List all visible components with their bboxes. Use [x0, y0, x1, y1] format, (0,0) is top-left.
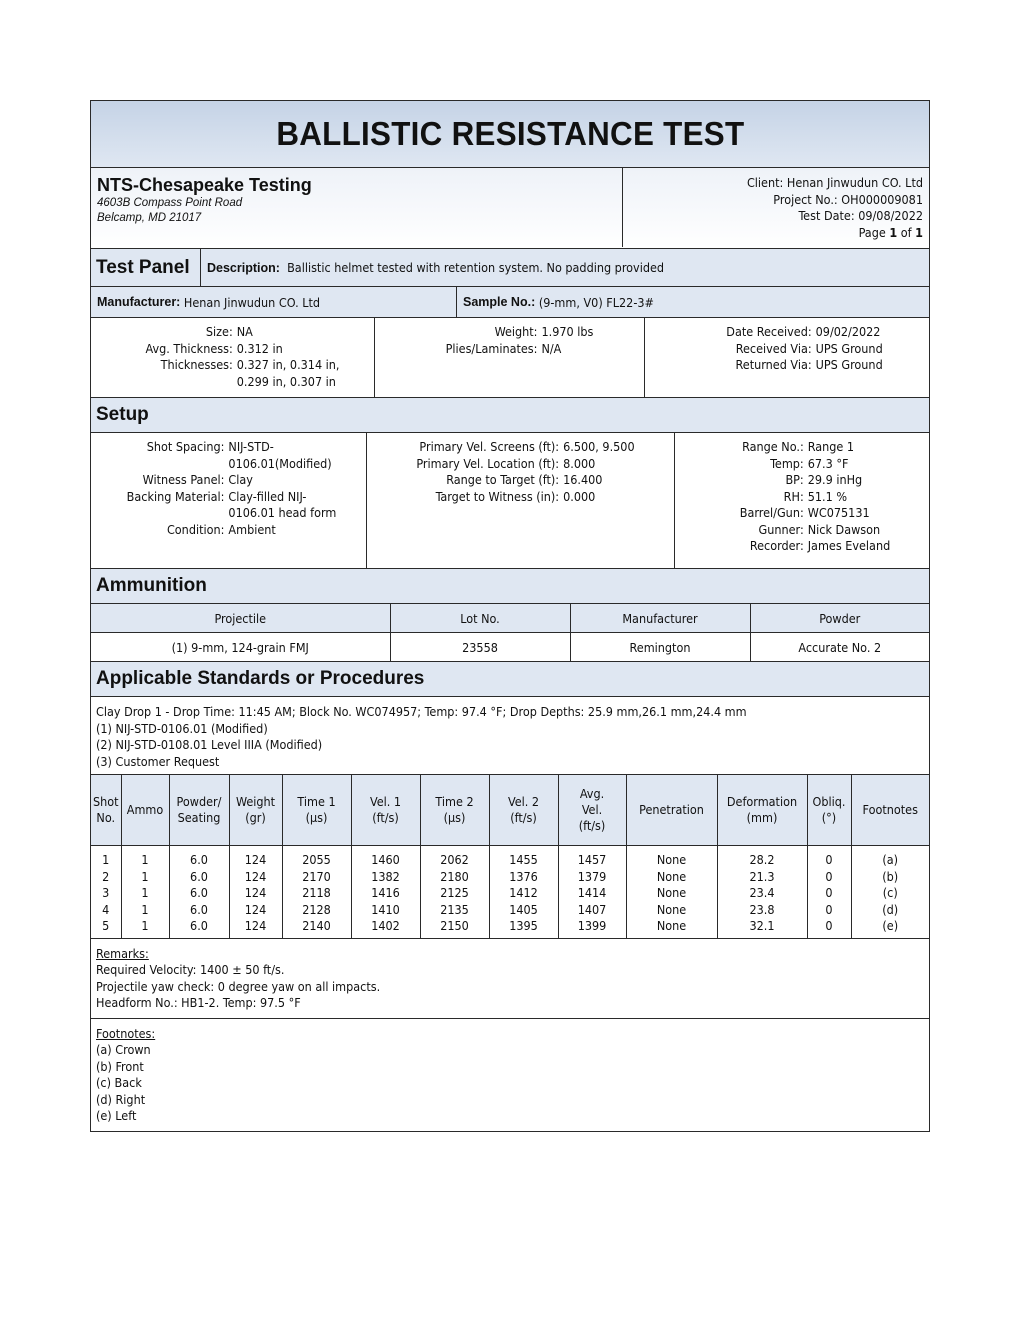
shot-spacing-value-1: NIJ-STD- — [228, 439, 274, 454]
panel-receipt — [645, 318, 929, 397]
shots-header-text: (ft/s) — [578, 818, 606, 833]
shot-cell: 1407 — [558, 902, 626, 919]
sample-label: Sample No.: — [463, 295, 536, 309]
shot-cell: 124 — [229, 918, 282, 935]
shot-cell: 1 — [121, 902, 169, 919]
page-total: 1 — [915, 224, 923, 240]
shot-cell: (a) — [882, 852, 899, 867]
shot-cell: 5 — [91, 918, 121, 935]
panel-weight — [375, 318, 645, 397]
shot-cell: None — [626, 885, 717, 902]
ammunition-section — [91, 604, 929, 662]
ammunition-table — [91, 604, 929, 661]
shot-cell: 1 — [121, 846, 169, 869]
bp-value: 29.9 inHg — [807, 472, 863, 487]
thicknesses-label: Thicknesses: — [160, 357, 233, 372]
standards-heading: Applicable Standards or Procedures — [91, 662, 929, 697]
lab-info — [91, 168, 623, 247]
test-date-line — [629, 208, 923, 225]
primary-screens-label: Primary Vel. Screens (ft): — [419, 439, 560, 454]
returned-via-label: Returned Via: — [735, 357, 812, 372]
spacer-cell — [282, 935, 351, 938]
shots-spacer-row — [91, 935, 929, 938]
spacer-cell — [717, 935, 807, 938]
target-to-witness-value: 0.000 — [563, 488, 596, 504]
test-panel-title: Test Panel — [91, 249, 201, 286]
shot-cell: 2140 — [282, 918, 351, 935]
shot-cell: 0 — [807, 846, 851, 869]
shots-header-text: Deformation — [726, 794, 798, 809]
received-via-label: Received Via: — [735, 340, 812, 356]
test-panel-row — [91, 249, 929, 287]
description-label: Description: — [207, 260, 280, 275]
shots-header-cell — [558, 775, 626, 846]
client-info — [623, 168, 929, 248]
backing-value-2: 0106.01 head form — [228, 505, 337, 520]
temp-label: Temp: — [770, 455, 804, 471]
shot-cell: 124 — [229, 846, 282, 869]
spacer-cell — [807, 935, 851, 938]
shot-row — [91, 902, 929, 919]
shots-header-cell — [121, 775, 169, 846]
shot-cell: 0 — [807, 869, 851, 886]
project-label: Project No.: — [773, 191, 838, 207]
spacer-cell — [91, 935, 121, 938]
shot-cell: 23.4 — [717, 885, 807, 902]
header-block — [91, 168, 929, 249]
setup-row — [91, 433, 929, 569]
sample-cell — [457, 287, 929, 317]
setup-heading: Setup — [91, 398, 929, 433]
test-panel-description — [201, 249, 929, 286]
shot-cell: 2180 — [420, 869, 489, 886]
panel-details-row — [91, 318, 929, 398]
shot-cell: 2125 — [420, 885, 489, 902]
shots-header-cell — [717, 775, 807, 846]
spacer-cell — [229, 935, 282, 938]
shot-cell: 124 — [229, 885, 282, 902]
shots-header-cell — [229, 775, 282, 846]
witness-panel-label: Witness Panel: — [142, 472, 225, 487]
gunner-label: Gunner: — [758, 521, 804, 537]
shot-cell: 124 — [229, 869, 282, 886]
shots-header-cell — [489, 775, 558, 846]
lab-address-line2: Belcamp, MD 21017 — [97, 212, 202, 224]
bp-label: BP: — [785, 472, 804, 487]
spacer-cell — [420, 935, 489, 938]
shot-cell: 1410 — [351, 902, 420, 919]
shots-header-text: Powder/ — [176, 794, 222, 809]
spacer-cell — [351, 935, 420, 938]
ammo-powder: Accurate No. 2 — [798, 639, 882, 655]
footnote-line: (a) Crown — [96, 1042, 151, 1058]
shot-cell: 23.8 — [717, 902, 807, 919]
shot-row — [91, 885, 929, 902]
shot-cell: 6.0 — [169, 902, 229, 919]
client-value: Henan Jinwudun CO. Ltd — [786, 175, 923, 190]
manufacturer-row — [91, 287, 929, 318]
shots-header-text: Ammo — [126, 802, 164, 817]
spacer-cell — [626, 935, 717, 938]
shots-header-text: Weight — [235, 794, 276, 809]
shots-table — [91, 774, 929, 938]
shot-cell: 0 — [807, 885, 851, 902]
shot-row — [91, 869, 929, 886]
report-sheet — [90, 100, 930, 1132]
barrel-label: Barrel/Gun: — [739, 505, 804, 520]
shot-cell: 2170 — [282, 869, 351, 886]
shots-header-cell — [420, 775, 489, 846]
shot-cell: (e) — [882, 918, 899, 934]
shots-header-text: Time 2 — [435, 794, 474, 809]
spacer-cell — [558, 935, 626, 938]
plies-value: N/A — [541, 340, 562, 356]
shot-cell: 1 — [91, 846, 121, 869]
shot-cell: 1395 — [489, 918, 558, 935]
shots-header-cell — [626, 775, 717, 846]
shot-cell: 6.0 — [169, 885, 229, 902]
shots-header-text: (mm) — [746, 810, 778, 825]
ammo-header-lot: Lot No. — [390, 604, 570, 633]
shot-spacing-value-2: 0106.01(Modified) — [228, 455, 332, 471]
rh-label: RH: — [783, 488, 804, 504]
remarks-section — [91, 939, 929, 1019]
test-date-label: Test Date: — [798, 208, 855, 223]
shots-section — [91, 774, 929, 939]
witness-panel-value: Clay — [228, 472, 253, 487]
shot-cell: 1 — [121, 885, 169, 902]
shot-cell: 1 — [121, 918, 169, 935]
weight-value: 1.970 lbs — [541, 324, 594, 339]
setup-col-2 — [367, 433, 675, 568]
shots-header-text: Avg. — [579, 786, 605, 801]
shots-header-row — [91, 775, 929, 846]
target-to-witness-label: Target to Witness (in): — [435, 488, 560, 504]
range-to-target-label: Range to Target (ft): — [446, 472, 560, 487]
shot-cell: 1379 — [558, 869, 626, 886]
ammo-header-powder: Powder — [750, 604, 929, 633]
spacer-cell — [121, 935, 169, 938]
footnotes-title: Footnotes: — [96, 1025, 156, 1041]
shots-header-cell — [807, 775, 851, 846]
shot-spacing-label: Shot Spacing: — [146, 439, 225, 454]
shot-cell: None — [626, 918, 717, 935]
rh-value: 51.1 % — [807, 488, 848, 504]
shot-cell: (c) — [882, 885, 898, 901]
shot-cell: None — [626, 902, 717, 919]
spacer-cell — [169, 935, 229, 938]
ammunition-heading: Ammunition — [91, 569, 929, 604]
manufacturer-value: Henan Jinwudun CO. Ltd — [183, 294, 321, 310]
shot-cell: (b) — [882, 868, 899, 884]
shots-header-text: (°) — [821, 810, 837, 825]
shot-cell: 1457 — [558, 846, 626, 869]
backing-value-1: Clay-filled NIJ- — [228, 488, 307, 504]
shots-header-text: Footnotes — [862, 802, 918, 817]
setup-col-3 — [675, 433, 929, 568]
shot-cell: 2128 — [282, 902, 351, 919]
received-via-value: UPS Ground — [815, 340, 883, 356]
shot-cell: 2118 — [282, 885, 351, 902]
avg-thickness-value: 0.312 in — [236, 340, 283, 356]
page-of: of — [900, 224, 912, 240]
page-current: 1 — [889, 224, 898, 240]
spacer-cell — [851, 935, 929, 938]
thicknesses-value-2: 0.299 in, 0.307 in — [236, 373, 336, 389]
standards-line: (1) NIJ-STD-0106.01 (Modified) — [96, 720, 268, 736]
shot-cell: 2 — [91, 869, 121, 886]
standards-line: Clay Drop 1 - Drop Time: 11:45 AM; Block No. WC074957; Temp: 97.4 °F; Drop Depths: 25.9 mm,26.1 mm,24.4 mm — [96, 704, 747, 719]
shot-cell: 1412 — [489, 885, 558, 902]
barrel-value: WC075131 — [807, 505, 870, 520]
shot-cell: None — [626, 846, 717, 869]
ammunition-row — [91, 633, 929, 662]
manufacturer-cell — [91, 287, 457, 317]
range-no-value: Range 1 — [807, 439, 855, 454]
remark-line: Projectile yaw check: 0 degree yaw on all impacts. — [96, 978, 381, 994]
primary-screens-value: 6.500, 9.500 — [563, 439, 635, 454]
lab-name: NTS-Chesapeake Testing — [97, 175, 312, 195]
ammo-lot: 23558 — [390, 633, 570, 662]
title-banner — [91, 101, 929, 168]
size-label: Size: — [205, 324, 233, 339]
shot-cell: 3 — [91, 885, 121, 902]
shot-cell: 2062 — [420, 846, 489, 869]
shot-cell: 2135 — [420, 902, 489, 919]
shots-header-text: Penetration — [639, 802, 704, 817]
client-line — [629, 175, 923, 192]
lab-address-line1: 4603B Compass Point Road — [97, 197, 243, 209]
shots-header-text: (µs) — [443, 810, 466, 825]
shots-header-cell — [351, 775, 420, 846]
gunner-value: Nick Dawson — [807, 521, 881, 537]
remark-line: Headform No.: HB1-2. Temp: 97.5 °F — [96, 995, 301, 1011]
remark-line: Required Velocity: 1400 ± 50 ft/s. — [96, 962, 285, 978]
spacer-cell — [489, 935, 558, 938]
date-received-value: 09/02/2022 — [815, 324, 881, 339]
report-title: BALLISTIC RESISTANCE TEST — [275, 115, 745, 152]
shot-cell: 6.0 — [169, 918, 229, 935]
page-line — [629, 225, 923, 242]
remarks-title: Remarks: — [96, 945, 149, 961]
shot-cell: 6.0 — [169, 846, 229, 869]
shot-cell: 28.2 — [717, 846, 807, 869]
shot-cell: 21.3 — [717, 869, 807, 886]
recorder-value: James Eveland — [807, 538, 891, 553]
shot-cell: 2055 — [282, 846, 351, 869]
footnote-line: (c) Back — [96, 1075, 142, 1091]
footnote-line: (e) Left — [96, 1108, 137, 1124]
shots-header-text: (µs) — [305, 810, 328, 825]
ammo-manufacturer: Remington — [570, 633, 750, 662]
panel-dimensions — [91, 318, 375, 397]
shot-cell: 1455 — [489, 846, 558, 869]
backing-label: Backing Material: — [126, 488, 225, 504]
shot-row — [91, 918, 929, 935]
shot-cell: 32.1 — [717, 918, 807, 935]
project-line — [629, 192, 923, 209]
shot-cell: 1416 — [351, 885, 420, 902]
shots-header-text: Obliq. — [812, 794, 846, 809]
shot-cell: None — [626, 869, 717, 886]
shot-cell: 1414 — [558, 885, 626, 902]
shot-cell: (d) — [882, 901, 899, 917]
standards-list — [91, 697, 929, 774]
condition-label: Condition: — [166, 521, 225, 537]
shots-header-text: Vel. — [581, 802, 603, 817]
project-value: OH000009081 — [841, 191, 923, 207]
shot-cell: 0 — [807, 902, 851, 919]
range-to-target-value: 16.400 — [563, 472, 603, 487]
shot-cell: 4 — [91, 902, 121, 919]
shots-header-text: Vel. 2 — [507, 794, 540, 809]
description-value: Ballistic helmet tested with retention system. No padding provided — [287, 260, 665, 275]
shot-cell: 1 — [121, 869, 169, 886]
ammunition-header-row — [91, 604, 929, 633]
shots-header-text: (gr) — [245, 810, 266, 825]
weight-label: Weight: — [494, 324, 538, 339]
shot-cell: 1382 — [351, 869, 420, 886]
range-no-label: Range No.: — [742, 439, 804, 454]
test-date-value: 09/08/2022 — [858, 208, 923, 223]
shot-cell: 1376 — [489, 869, 558, 886]
setup-col-1 — [91, 433, 367, 568]
condition-value: Ambient — [228, 521, 276, 537]
shots-header-text: Vel. 1 — [369, 794, 402, 809]
ammo-header-projectile: Projectile — [91, 604, 390, 633]
manufacturer-label: Manufacturer: — [97, 295, 181, 309]
shot-cell: 124 — [229, 902, 282, 919]
shot-cell: 2150 — [420, 918, 489, 935]
shot-row — [91, 846, 929, 869]
page-label: Page — [858, 224, 886, 240]
shot-cell: 1399 — [558, 918, 626, 935]
returned-via-value: UPS Ground — [815, 357, 883, 372]
shots-header-text: Time 1 — [297, 794, 336, 809]
shots-header-text: (ft/s) — [510, 810, 537, 825]
ammo-header-manufacturer: Manufacturer — [570, 604, 750, 633]
shots-header-cell — [169, 775, 229, 846]
shots-header-text: (ft/s) — [372, 810, 399, 825]
shot-cell: 1402 — [351, 918, 420, 935]
primary-location-label: Primary Vel. Location (ft): — [416, 455, 560, 471]
shots-header-cell — [851, 775, 929, 846]
standards-line: (2) NIJ-STD-0108.01 Level IIIA (Modified) — [96, 737, 323, 752]
temp-value: 67.3 °F — [807, 455, 849, 471]
thicknesses-value-1: 0.327 in, 0.314 in, — [236, 357, 340, 372]
shots-header-text: Seating — [177, 810, 221, 825]
size-value: NA — [236, 324, 253, 339]
recorder-label: Recorder: — [749, 538, 804, 553]
avg-thickness-label: Avg. Thickness: — [145, 340, 233, 356]
standards-line: (3) Customer Request — [96, 753, 220, 769]
shots-header-cell — [91, 775, 121, 846]
footnote-line: (b) Front — [96, 1058, 144, 1074]
plies-label: Plies/Laminates: — [445, 340, 538, 356]
sample-value: (9-mm, V0) FL22-3# — [538, 294, 654, 310]
date-received-label: Date Received: — [726, 324, 812, 339]
footnote-line: (d) Right — [96, 1091, 146, 1107]
shot-cell: 1405 — [489, 902, 558, 919]
shot-cell: 1460 — [351, 846, 420, 869]
shots-header-text: No. — [96, 810, 116, 825]
shots-header-cell — [282, 775, 351, 846]
shot-cell: 6.0 — [169, 869, 229, 886]
ammo-projectile: (1) 9-mm, 124-grain FMJ — [91, 633, 390, 662]
client-label: Client: — [746, 175, 784, 190]
shots-header-text: Shot — [92, 794, 119, 809]
primary-location-value: 8.000 — [563, 455, 596, 471]
footnotes-section — [91, 1019, 929, 1131]
shot-cell: 0 — [807, 918, 851, 935]
